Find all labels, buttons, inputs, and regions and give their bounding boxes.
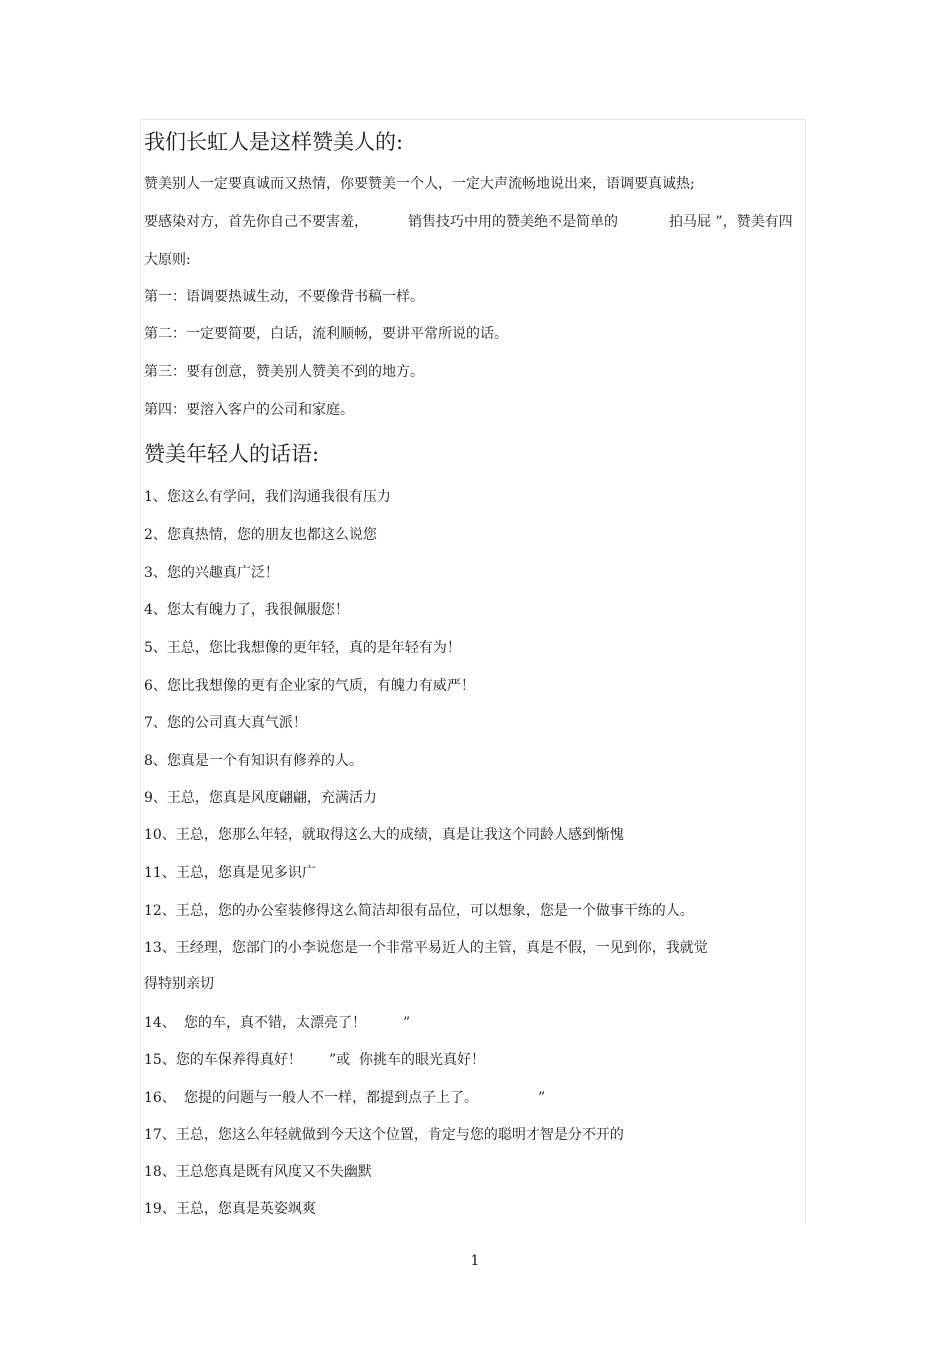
list-item: 您的车，真不错，太漂亮了！ — [184, 1015, 366, 1031]
list-item: 13、王经理，您部门的小李说您是一个非常平易近人的主管，真是不假，一见到你，我就觉 — [144, 940, 708, 956]
principle-item: 第三：要有创意，赞美别人赞美不到的地方。 — [144, 364, 424, 380]
principle-item: 第四：要溶入客户的公司和家庭。 — [144, 402, 354, 418]
list-item: 4、您太有魄力了，我很佩服您！ — [144, 602, 349, 618]
list-item: 你挑车的眼光真好！ — [359, 1052, 485, 1068]
paragraph-segment: 拍马屁 ”，赞美有四 — [669, 214, 793, 230]
list-item: 17、王总，您这么年轻就做到今天这个位置，肯定与您的聪明才智是分不开的 — [144, 1127, 624, 1143]
list-item: 1、您这么有学问，我们沟通我很有压力 — [144, 489, 391, 505]
list-item: 9、王总，您真是风度翩翩，充满活力 — [144, 790, 377, 806]
paragraph-segment: 销售技巧中用的赞美绝不是简单的 — [408, 214, 618, 230]
paragraph-line: 大原则: — [144, 252, 191, 268]
principle-item: 第二：一定要简要，白话，流利顺畅，要讲平常所说的话。 — [144, 326, 508, 342]
list-item: 19、王总，您真是英姿飒爽 — [144, 1201, 316, 1217]
list-item: 5、王总，您比我想像的更年轻，真的是年轻有为！ — [144, 640, 461, 656]
page-number: 1 — [470, 1253, 480, 1269]
list-item: 8、您真是一个有知识有修养的人。 — [144, 753, 363, 769]
paragraph-segment: 要感染对方，首先你自己不要害羞， — [144, 214, 368, 230]
list-item-number: 16、 — [144, 1090, 176, 1106]
list-item: 7、您的公司真大真气派！ — [144, 715, 307, 731]
list-item-quote: ” — [403, 1015, 411, 1031]
list-item: 18、王总您真是既有风度又不失幽默 — [144, 1164, 372, 1180]
list-item: 11、王总，您真是见多识广 — [144, 865, 316, 881]
paragraph-line: 赞美别人一定要真诚而又热情，你要赞美一个人，一定大声流畅地说出来，语调要真诚热; — [144, 176, 695, 192]
principle-item: 第一：语调要热诚生动，不要像背书稿一样。 — [144, 289, 424, 305]
list-item: 3、您的兴趣真广泛！ — [144, 565, 279, 581]
list-item: 10、王总，您那么年轻，就取得这么大的成绩，真是让我这个同龄人感到惭愧 — [144, 827, 624, 843]
list-item: 15、您的车保养得真好！ — [144, 1052, 302, 1068]
list-item: 您提的问题与一般人不一样，都提到点子上了。 — [184, 1090, 478, 1106]
list-item: 6、您比我想像的更有企业家的气质，有魄力有威严！ — [144, 678, 475, 694]
list-item-quote: ”或 — [329, 1052, 351, 1068]
list-item: 12、王总，您的办公室装修得这么简洁却很有品位，可以想象，您是一个做事干练的人。 — [144, 903, 694, 919]
section-heading: 赞美年轻人的话语: — [144, 442, 320, 466]
list-item-number: 14、 — [144, 1015, 176, 1031]
list-item-continuation: 得特别亲切 — [144, 976, 214, 992]
list-item-quote: ” — [538, 1090, 546, 1106]
section-heading: 我们长虹人是这样赞美人的: — [144, 130, 404, 154]
list-item: 2、您真热情，您的朋友也都这么说您 — [144, 527, 377, 543]
